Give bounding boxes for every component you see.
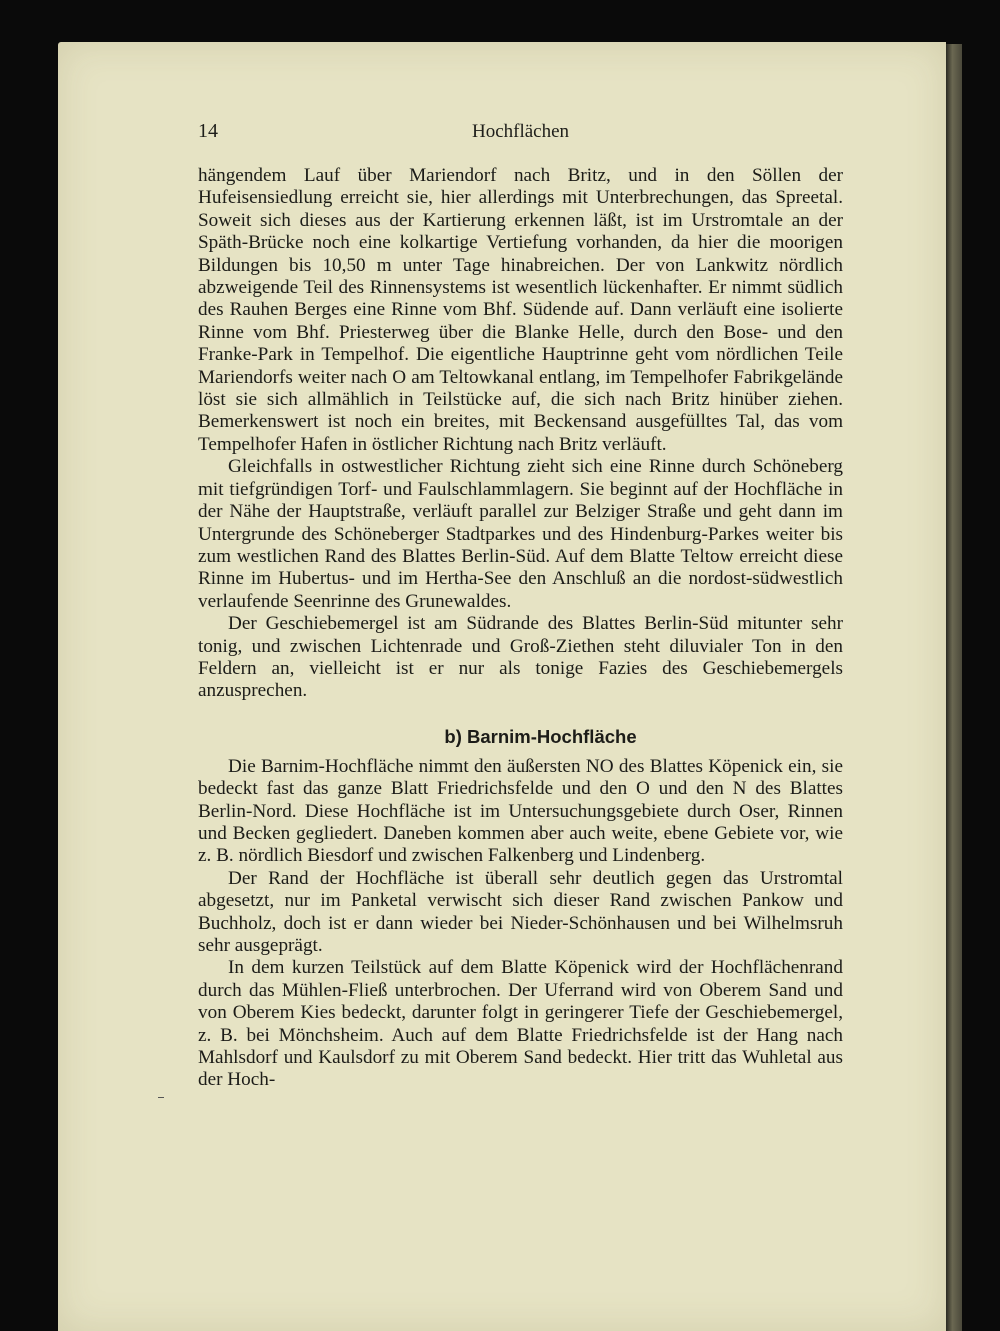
paragraph: hängendem Lauf über Mariendorf nach Britz, und in den Söllen der Hufeisensiedlung erreicht sie, hier allerdings mit Unterbrechungen, das Spreetal. Soweit sich dieses aus der Kartierung erkennen läßt, ist im Urstromtale an der Späth-Brücke noch eine kolkartige Vertiefung vorhanden, da hier die moorigen Bildungen bis 10,50 m unter Tage hinabreichen. Der von Lankwitz nördlich abzweigende Teil des Rinnensystems ist wesentlich lückenhafter. Er nimmt südlich des Rauhen Berges eine Rinne vom Bhf. Südende auf. Dann verläuft eine isolierte Rinne vom Bhf. Priesterweg über die Blanke Helle, durch den Bose- und den Franke-Park in Tempelhof. Die eigentliche Hauptrinne geht vom nördlichen Teile Mariendorfs weiter nach O am Teltowkanal entlang, im Tempelhofer Fabrikgelände löst sie sich allmählich in Teilstücke auf, die sich nach Britz hinüber ziehen. Bemerkenswert ist noch ein breites, mit Beckensand ausgefülltes Tal, das vom Tempelhofer Hafen in östlicher Richtung nach Britz verläuft. bbox=[198, 165, 843, 455]
page-header bbox=[198, 118, 843, 148]
body-text bbox=[198, 165, 843, 1092]
paragraph: In dem kurzen Teilstück auf dem Blatte Köpenick wird der Hochflächenrand durch das Mühlen-Fließ unterbrochen. Der Uferrand wird von Oberem Sand und von Oberem Kies bedeckt, darunter folgt in geringerer Tiefe der Geschiebemergel, z. B. bei Mönchsheim. Auch auf dem Blatte Friedrichsfelde ist der Hang nach Mahlsdorf und Kaulsdorf zu mit Oberem Sand bedeckt. Hier tritt das Wuhletal aus der Hoch- bbox=[198, 957, 843, 1091]
running-head: Hochflächen bbox=[471, 121, 570, 142]
margin-mark bbox=[158, 1097, 164, 1098]
paragraph: Gleichfalls in ostwestlicher Richtung zieht sich eine Rinne durch Schöneberg mit tiefgründigen Torf- und Faulschlammlagern. Sie beginnt auf der Hochfläche in der Nähe der Hauptstraße, verläuft parallel zur Belziger Straße und geht dann im Untergrunde des Schöneberger Stadtparkes und des Hindenburg-Parkes weiter bis zum westlichen Rand des Blattes Berlin-Süd. Auf dem Blatte Teltow erreicht diese Rinne im Hubertus- und im Hertha-See den Anschluß an die nordost-südwestlich verlaufende Seenrinne des Grunewaldes. bbox=[198, 456, 843, 612]
paragraph: Der Geschiebemergel ist am Südrande des Blattes Berlin-Süd mitunter sehr tonig, und zwischen Lichtenrade und Groß-Ziethen steht diluvialer Ton in den Feldern an, vielleicht ist er nur als tonige Fazies des Geschiebemergels anzusprechen. bbox=[198, 613, 843, 702]
paragraph: Die Barnim-Hochfläche nimmt den äußersten NO des Blattes Köpenick ein, sie bedeckt fast das ganze Blatt Friedrichsfelde und den O und den N des Blattes Berlin-Nord. Diese Hochfläche ist im Untersuchungsgebiete durch Oser, Rinnen und Becken gegliedert. Daneben kommen aber auch weite, ebene Gebiete vor, wie z. B. nördlich Biesdorf und zwischen Falkenberg und Lindenberg. bbox=[198, 755, 843, 867]
paragraph: Der Rand der Hochfläche ist überall sehr deutlich gegen das Urstromtal abgesetzt, nur im Panketal verwischt sich dieser Rand zwischen Pankow und Buchholz, doch ist er dann wieder bei Nieder-Schönhausen und bei Wilhelmsruh sehr ausgeprägt. bbox=[198, 867, 843, 956]
page-number: 14 bbox=[198, 120, 218, 142]
section-heading: b) Barnim-Hochfläche bbox=[444, 725, 637, 747]
page-edge bbox=[946, 44, 962, 1331]
